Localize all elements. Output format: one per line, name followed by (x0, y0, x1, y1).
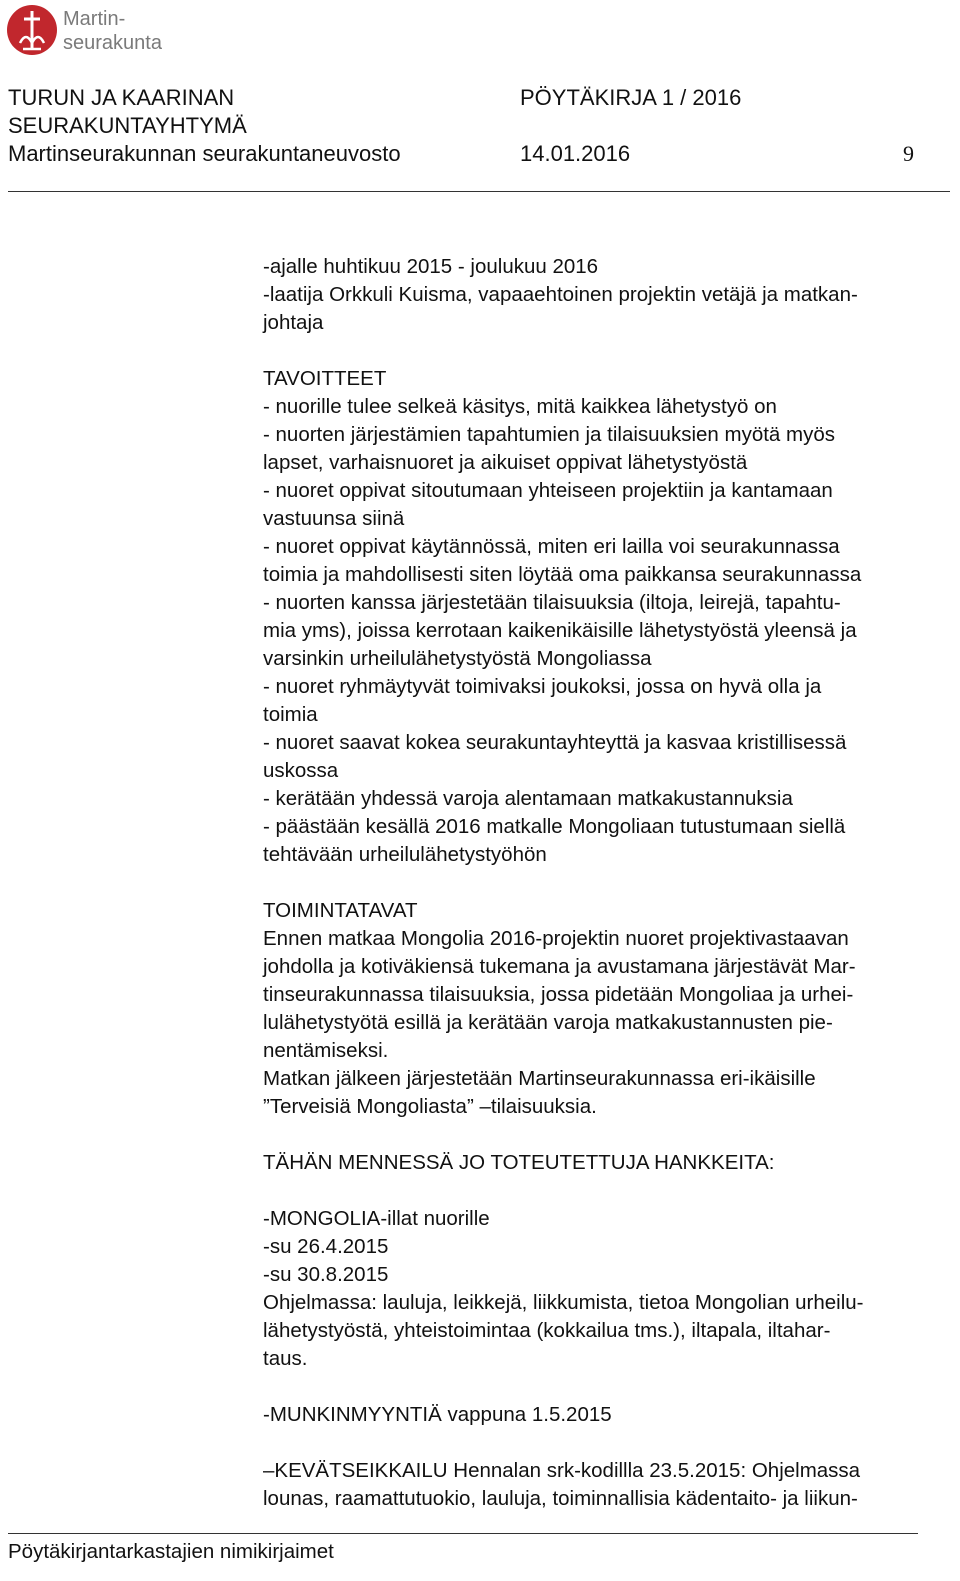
body-line: johtaja (263, 311, 324, 334)
organisation-name-line-2: SEURAKUNTAYHTYMÄ (8, 113, 247, 138)
body-line: -laatija Orkkuli Kuisma, vapaaehtoinen projektin vetäjä ja matkan- (263, 283, 858, 306)
blank-line (263, 1121, 955, 1149)
body-line: vastuunsa siinä (263, 507, 405, 530)
body-line: Matkan jälkeen järjestetään Martinseurakunnassa eri-ikäisille (263, 1067, 816, 1090)
body-line: tehtävään urheilulähetystyöhön (263, 843, 547, 866)
footer-initials-label: Pöytäkirjantarkastajien nimikirjaimet (8, 1540, 334, 1563)
martinseurakunta-logo (6, 3, 196, 63)
body-line: johdolla ja kotiväkiensä tukemana ja avustamana järjestävät Mar- (263, 955, 856, 978)
body-line: Ennen matkaa Mongolia 2016-projektin nuoret projektivastaavan (263, 927, 849, 950)
body-line: uskossa (263, 759, 339, 782)
body-line: - nuorten järjestämien tapahtumien ja tilaisuuksien myötä myös (263, 423, 835, 446)
body-line: lulähetystyötä esillä ja kerätään varoja matkakustannusten pie- (263, 1011, 833, 1034)
body-line: taus. (263, 1347, 308, 1370)
body-line: TÄHÄN MENNESSÄ JO TOTEUTETTUJA HANKKEITA: (263, 1151, 775, 1174)
body-line: - nuoret saavat kokea seurakuntayhteyttä ja kasvaa kristillisessä (263, 731, 847, 754)
body-line: - nuorille tulee selkeä käsitys, mitä kaikkea lähetystyö on (263, 395, 777, 418)
body-line: - nuoret oppivat sitoutumaan yhteiseen projektiin ja kantamaan (263, 479, 833, 502)
body-line: varsinkin urheilulähetystyöstä Mongoliassa (263, 647, 652, 670)
document-title: PÖYTÄKIRJA 1 / 2016 (520, 85, 742, 110)
blank-line (263, 337, 955, 365)
body-line: nentämiseksi. (263, 1039, 389, 1062)
header-divider (8, 191, 950, 192)
body-line: ”Terveisiä Mongoliasta” –tilaisuuksia. (263, 1095, 597, 1118)
body-line: -MUNKINMYYNTIÄ vappuna 1.5.2015 (263, 1403, 612, 1426)
body-line: –KEVÄTSEIKKAILU Hennalan srk-kodillla 23.5.2015: Ohjelmassa (263, 1459, 861, 1482)
body-line: - nuoret ryhmäytyvät toimivaksi joukoksi, jossa on hyvä olla ja (263, 675, 822, 698)
body-line: lapset, varhaisnuoret ja aikuiset oppivat lähetystyöstä (263, 451, 748, 474)
logo-line-1: Martin- (63, 8, 126, 30)
blank-line (263, 1429, 955, 1457)
church-emblem-icon (6, 3, 58, 57)
blank-line (263, 1177, 955, 1205)
blank-line (263, 1373, 955, 1401)
body-line: mia yms), joissa kerrotaan kaikenikäisille lähetystyöstä yleensä ja (263, 619, 857, 642)
page-number: 9 (903, 141, 914, 166)
body-line: -MONGOLIA-illat nuorille (263, 1207, 490, 1230)
meeting-date: 14.01.2016 (520, 141, 631, 166)
body-line: -su 26.4.2015 (263, 1235, 389, 1258)
body-line: -ajalle huhtikuu 2015 - joulukuu 2016 (263, 255, 599, 278)
blank-line (263, 869, 955, 897)
footer-divider (8, 1533, 918, 1534)
minutes-body (263, 253, 955, 1513)
logo-wordmark (63, 7, 162, 55)
body-line: TOIMINTATAVAT (263, 899, 418, 922)
organisation-name-line-1: TURUN JA KAARINAN (8, 85, 235, 110)
body-line: toimia ja mahdollisesti siten löytää oma paikkansa seurakunnassa (263, 563, 862, 586)
body-line: tinseurakunnassa tilaisuuksia, jossa pidetään Mongoliaa ja urhei- (263, 983, 854, 1006)
body-line: - kerätään yhdessä varoja alentamaan matkakustannuksia (263, 787, 793, 810)
body-line: lähetystyöstä, yhteistoimintaa (kokkailua tms.), iltapala, iltahar- (263, 1319, 831, 1342)
body-line: -su 30.8.2015 (263, 1263, 389, 1286)
body-line: - päästään kesällä 2016 matkalle Mongoliaan tutustumaan siellä (263, 815, 846, 838)
body-line: lounas, raamattutuokio, lauluja, toiminnallisia kädentaito- ja liikun- (263, 1487, 858, 1510)
body-line: - nuoret oppivat käytännössä, miten eri lailla voi seurakunnassa (263, 535, 840, 558)
logo-line-2: seurakunta (63, 32, 162, 54)
body-line: - nuorten kanssa järjestetään tilaisuuksia (iltoja, leirejä, tapahtu- (263, 591, 841, 614)
body-line: toimia (263, 703, 318, 726)
body-line: TAVOITTEET (263, 367, 387, 390)
council-name: Martinseurakunnan seurakuntaneuvosto (8, 141, 401, 166)
body-line: Ohjelmassa: lauluja, leikkejä, liikkumista, tietoa Mongolian urheilu- (263, 1291, 864, 1314)
